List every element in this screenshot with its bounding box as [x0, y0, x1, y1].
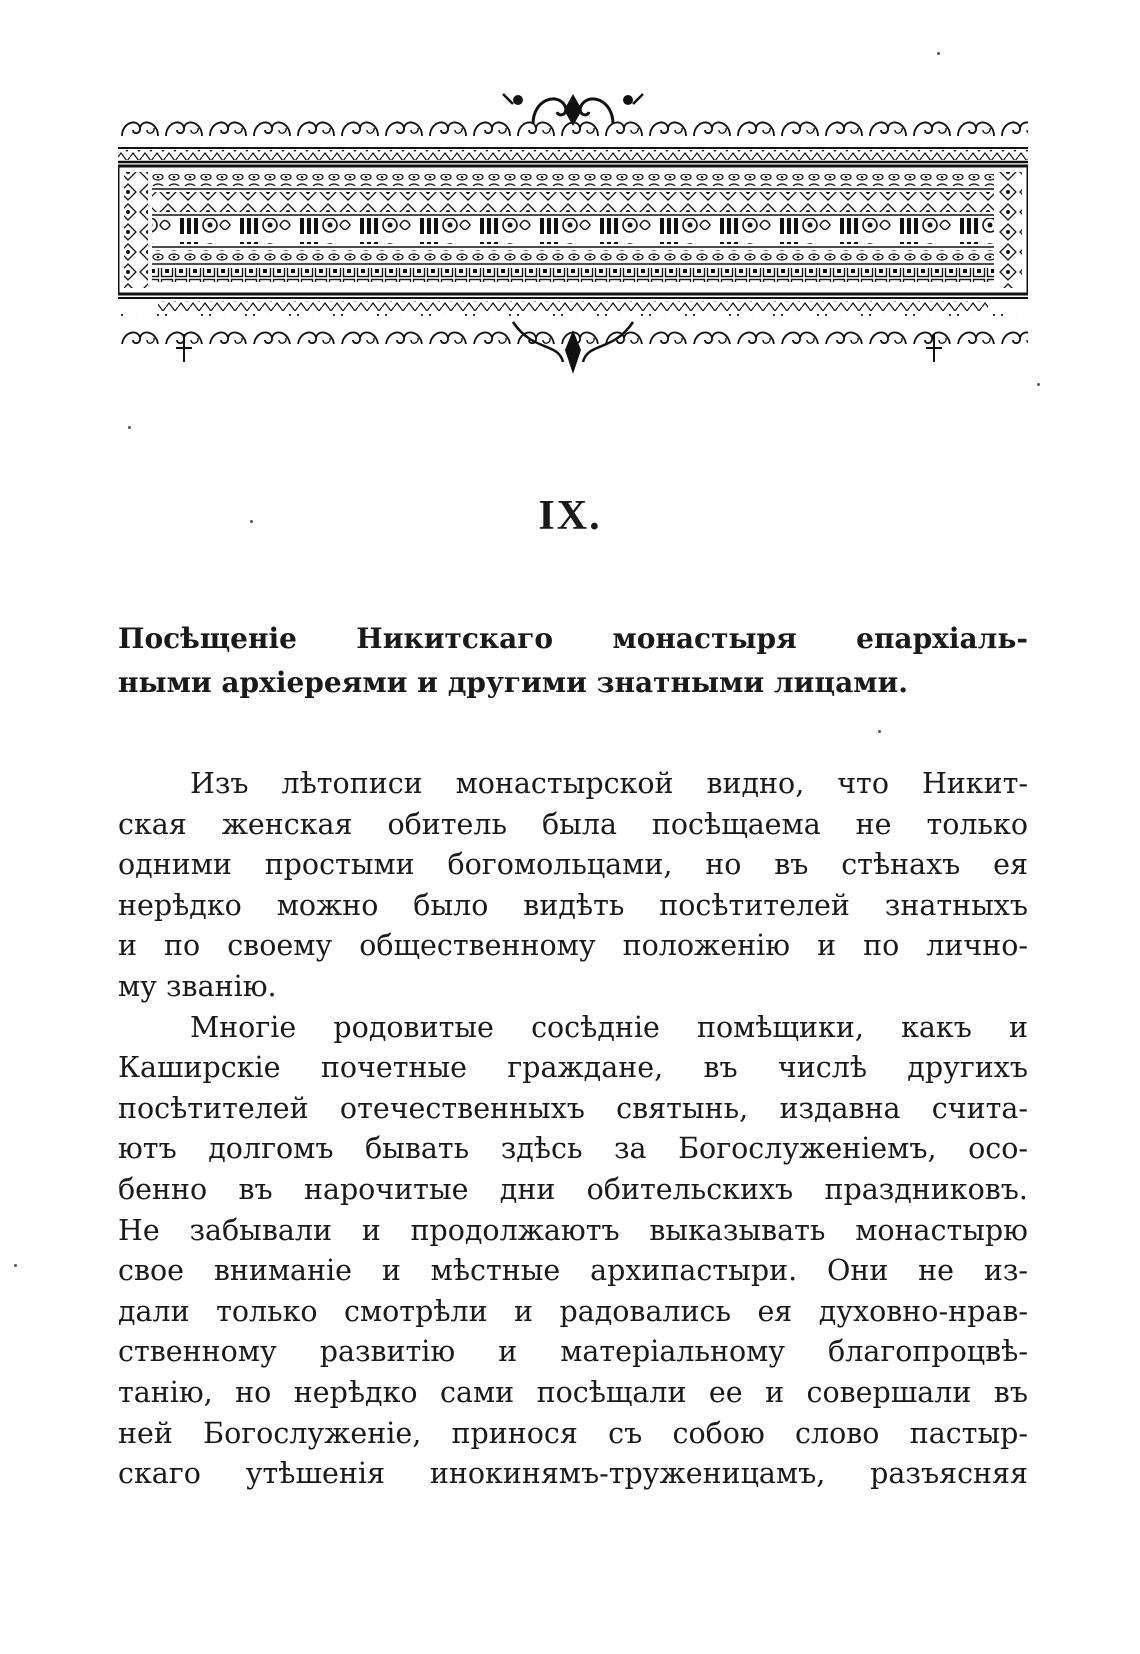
- text-line: посѣтителей отечественныхъ святынь, издавна счита-: [118, 1091, 1028, 1125]
- chapter-title: [118, 617, 1028, 705]
- title-line: ными архіереями и другими знатными лицами.: [118, 666, 909, 699]
- text-line: и по своему общественному положенію и по лично-: [118, 929, 1028, 963]
- text-line: му званію.: [118, 969, 277, 1003]
- chapter-number: IX.: [538, 493, 602, 539]
- scan-speck: [14, 1264, 17, 1267]
- title-line: Посѣщеніе Никитскаго монастыря епархіаль-: [118, 622, 1028, 655]
- scan-speck: [250, 520, 253, 523]
- text-line: ней Богослуженіе, принося съ собою слово пастыр-: [118, 1416, 1028, 1450]
- text-line: бенно въ нарочитые дни обительскихъ праздниковъ.: [118, 1172, 1028, 1206]
- text-line: ская женская обитель была посѣщаема не только: [118, 807, 1028, 841]
- scan-speck: [128, 426, 131, 429]
- text-line: ютъ долгомъ бывать здѣсь за Богослуженіемъ, осо-: [118, 1132, 1028, 1166]
- text-line: скаго утѣшенія инокинямъ-труженицамъ, разъясняя: [118, 1457, 1028, 1491]
- text-line: Не забывали и продолжаютъ выказывать монастырю: [118, 1213, 1028, 1247]
- text-line: нерѣдко можно было видѣть посѣтителей знатныхъ: [118, 888, 1028, 922]
- text-line: танію, но нерѣдко сами посѣщали ее и совершали въ: [118, 1375, 1028, 1409]
- text-line: свое вниманіе и мѣстные архипастыри. Они не из-: [118, 1254, 1028, 1288]
- body-text: [118, 764, 1028, 1495]
- text-line: дали только смотрѣли и радовались ея духовно-нрав-: [118, 1294, 1028, 1328]
- scan-speck: [1037, 383, 1040, 386]
- decorative-headpiece: [118, 82, 1028, 382]
- text-line: Многіе родовитые сосѣдніе помѣщики, какъ и: [190, 1010, 1028, 1044]
- text-line: Каширскіе почетные граждане, въ числѣ другихъ: [118, 1051, 1028, 1085]
- scan-speck: [937, 52, 940, 55]
- text-line: Изъ лѣтописи монастырской видно, что Никит-: [190, 767, 1028, 800]
- scan-speck: [878, 730, 881, 733]
- text-line: ственному развитію и матеріальному благопроцвѣ-: [118, 1335, 1028, 1369]
- text-line: одними простыми богомольцами, но въ стѣнахъ ея: [118, 848, 1028, 882]
